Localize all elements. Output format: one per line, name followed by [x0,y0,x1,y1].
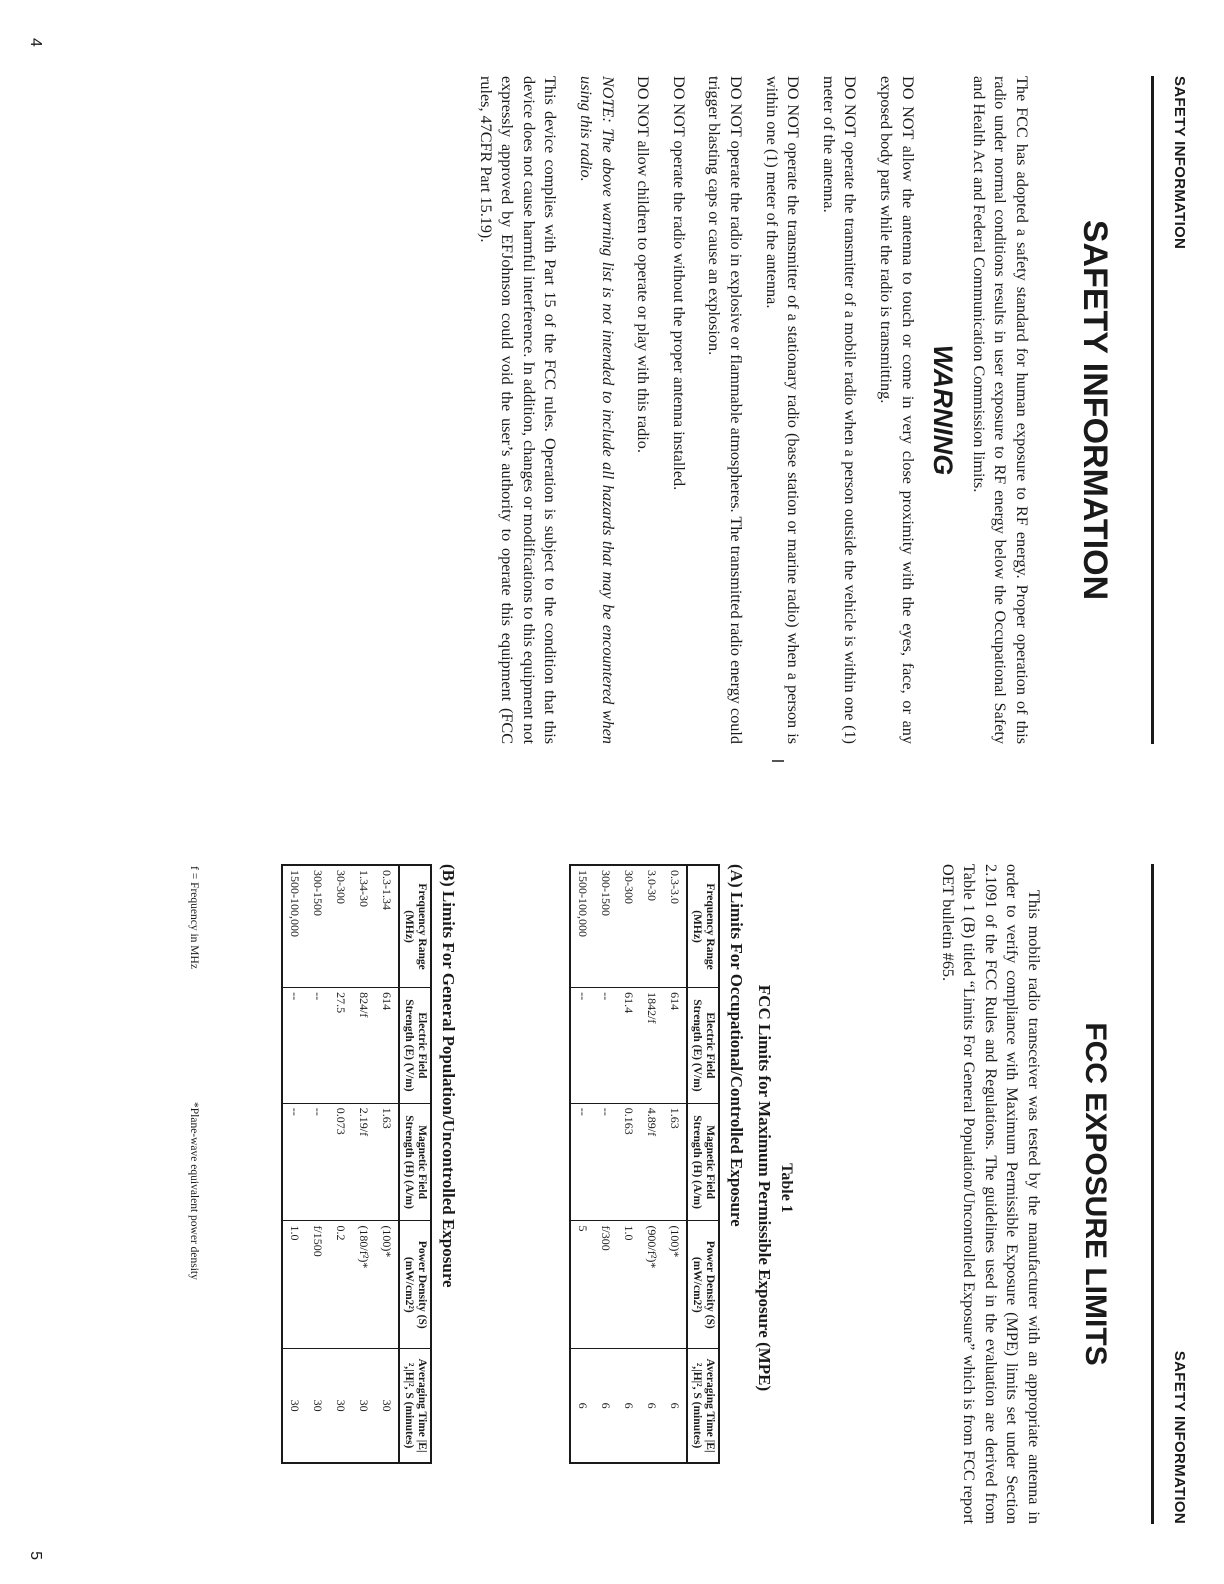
table-cell: 6 [640,1349,663,1463]
fcc-body [922,864,1044,1524]
table-cell: -- [306,1103,329,1221]
table-cell: 1.0 [282,1221,306,1349]
footnote-power-density: *Plane-wave equivalent power density [188,1102,200,1280]
page-number: 4 [27,38,44,47]
running-head: SAFETY INFORMATION [1171,1350,1188,1524]
table-cell: 1500-100,000 [570,865,594,988]
page-title: FCC EXPOSURE LIMITS [1079,1022,1112,1366]
table-cell: -- [570,1103,594,1221]
binding-mark [772,760,784,762]
header-rule [1151,864,1154,1524]
table-cell: 0.3-3.0 [663,865,687,988]
intro-paragraph: The FCC has adopted a safety standard for human exposure to RF energy. Proper operation of this radio under normal conditions results in user exposure to RF energy below the Occupational Safety and Health Act and Federal Communication Commission limits. [969,76,1031,744]
table-cell: 300-1500 [594,865,617,988]
warning-heading: WARNING [928,344,959,476]
table-cell: 1.63 [663,1103,687,1221]
table-cell: -- [570,988,594,1104]
table-cell: -- [282,1103,306,1221]
page-number: 5 [27,1551,44,1560]
table-cell: 61.4 [617,988,640,1104]
col-header: Frequency Range (MHz) [399,865,431,988]
table-row [594,865,617,1463]
compliance-paragraph: This device complies with Part 15 of the FCC rules. Operation is subject to the condition that this device does not cause harmful interference. In addition, changes or modifications to this equipment not expressly approved by EFJohnson could void the user’s authority to operate this equipment (FCC rules, 47CFR Part 15.19). [476,76,560,744]
table-row [617,865,640,1463]
table-row [640,865,663,1463]
warning-item: DO NOT operate the radio in explosive or flammable atmospheres. The transmitted radio energy could trigger blasting caps or cause an explosion. [705,76,746,744]
table-a-title: (A) Limits For Occupational/Controlled Exposure [727,864,746,1227]
warning-item: DO NOT operate the transmitter of a mobile radio when a person outside the vehicle is within one (1) meter of the antenna. [819,76,860,744]
table-cell: 1842/f [640,988,663,1104]
table-row [663,865,687,1463]
warning-item: DO NOT operate the transmitter of a stationary radio (base station or marine radio) when a person is within one (1) meter of the antenna. [762,76,803,744]
fcc-intro-paragraph: This mobile radio transceiver was tested by the manufacturer with an appropriate antenna in order to verify compliance with Maximum Permissible Exposure (MPE) limits set under Section 2.1091 of the FCC Rules and Regulations. The guidelines used in the evaluation are derived from Table 1 (B) titled “Limits For General Population/Uncontrolled Exposure” which is from FCC report OET bulletin #65. [938,864,1043,1524]
table-cell: 30 [375,1349,399,1463]
table-cell: -- [594,1103,617,1221]
col-header: Electric Field Strength (E) (V/m) [399,988,431,1104]
header-rule [1151,76,1154,744]
table-cell: 30-300 [329,865,352,988]
table-b-title: (B) Limits For General Population/Uncontrolled Exposure [439,864,458,1288]
warning-note: NOTE: The above warning list is not intended to include all hazards that may be encountered when using this radio. [577,76,617,744]
col-header: Power Density (S) (mW/cm2²) [399,1221,431,1349]
col-header: Averaging Time |E|²,|H|², S (minutes) [687,1349,719,1463]
table-cell: 824/f [352,988,375,1104]
table-cell: 300-1500 [306,865,329,988]
table-cell: (100)* [663,1221,687,1349]
table-cell: 30 [329,1349,352,1463]
col-header: Magnetic Field Strength (H) (A/m) [687,1103,719,1221]
table-cell: 1.34-30 [352,865,375,988]
table-row [570,865,594,1463]
table-cell: 5 [570,1221,594,1349]
table-cell: 27.5 [329,988,352,1104]
table-cell: -- [594,988,617,1104]
table-cell: 6 [594,1349,617,1463]
table-row [282,865,306,1463]
table-row [306,865,329,1463]
table-cell: (180/f²)* [352,1221,375,1349]
table-cell: 30 [306,1349,329,1463]
table-cell: 30 [352,1349,375,1463]
safety-body [460,76,1032,744]
table-cell: 0.073 [329,1103,352,1221]
table-b [281,864,432,1464]
table-cell: 3.0-30 [640,865,663,988]
table-row [375,865,399,1463]
table-cell: 1.63 [375,1103,399,1221]
col-header: Frequency Range (MHz) [687,865,719,988]
table-title: FCC Limits for Maximum Permissible Exposure (MPE) [755,984,774,1392]
table-cell: -- [282,988,306,1104]
table-cell: 4.89/f [640,1103,663,1221]
col-header: Power Density (S) (mW/cm2²) [687,1221,719,1349]
warning-item: DO NOT allow children to operate or play with this radio. [634,76,653,453]
table-cell: 30 [282,1349,306,1463]
warning-item: DO NOT allow the antenna to touch or come in very close proximity with the eyes, face, or any exposed body parts while the radio is transmitting. [877,76,917,744]
table-cell: -- [306,988,329,1104]
page-title: SAFETY INFORMATION [1076,219,1114,601]
table-label: Table 1 [778,1163,795,1213]
table-cell: 0.2 [329,1221,352,1349]
table-cell: f/1500 [306,1221,329,1349]
table-cell: 6 [617,1349,640,1463]
table-cell: (900/f²)* [640,1221,663,1349]
table-cell: 2.19/f [352,1103,375,1221]
table-cell: 0.163 [617,1103,640,1221]
table-cell: f/300 [594,1221,617,1349]
table-a [569,864,720,1464]
page-5 [0,792,1224,1584]
footnote-frequency: f = Frequency in MHz [188,866,200,969]
running-head: SAFETY INFORMATION [1171,76,1188,250]
table-row [329,865,352,1463]
table-cell: 614 [663,988,687,1104]
table-cell: 614 [375,988,399,1104]
table-cell: 6 [570,1349,594,1463]
col-header: Electric Field Strength (E) (V/m) [687,988,719,1104]
col-header: Magnetic Field Strength (H) (A/m) [399,1103,431,1221]
table-cell: (100)* [375,1221,399,1349]
table-cell: 1500-100,000 [282,865,306,988]
table-cell: 0.3-1.34 [375,865,399,988]
table-cell: 30-300 [617,865,640,988]
col-header: Averaging Time |E|²,|H|², S (minutes) [399,1349,431,1463]
table-cell: 6 [663,1349,687,1463]
table-cell: 1.0 [617,1221,640,1349]
table-row [352,865,375,1463]
warning-item: DO NOT operate the radio without the proper antenna installed. [669,76,688,491]
